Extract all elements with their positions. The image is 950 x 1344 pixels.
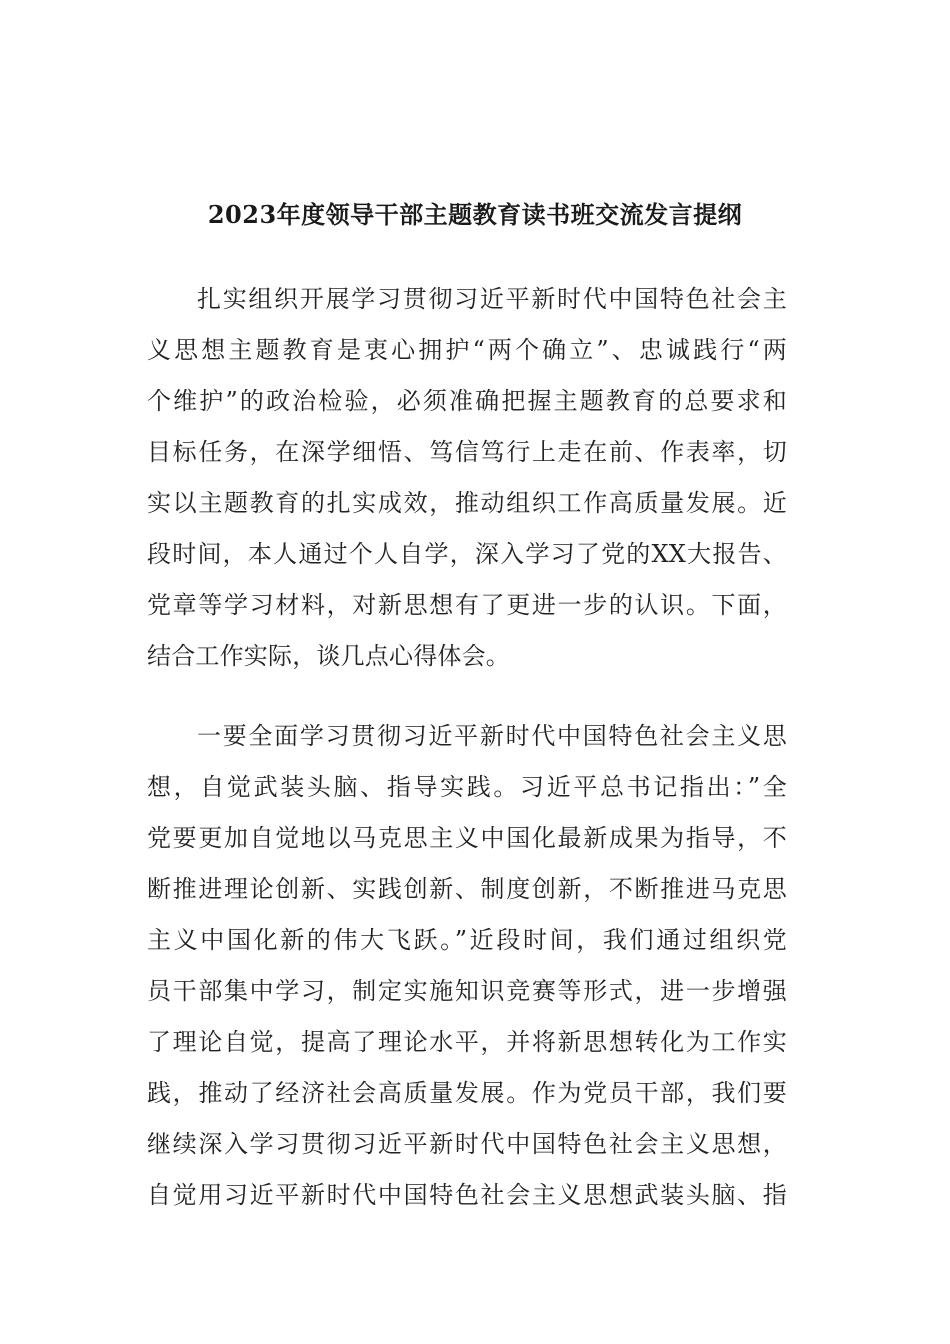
paragraph-line: 了理论自觉，提高了理论水平，并将新思想转化为工作实 <box>147 1028 787 1056</box>
paragraph-line: 自觉用习近平新时代中国特色社会主义思想武装头脑、指 <box>147 1181 787 1209</box>
paragraph-line: 目标任务，在深学细悟、笃信笃行上走在前、作表率，切 <box>147 438 787 466</box>
paragraph-intro <box>147 274 787 682</box>
paragraph-line: 践，推动了经济社会高质量发展。作为党员干部，我们要 <box>147 1079 787 1107</box>
paragraph-line: 党要更加自觉地以马克思主义中国化最新成果为指导，不 <box>147 824 787 852</box>
paragraph-line: 继续深入学习贯彻习近平新时代中国特色社会主义思想， <box>147 1130 787 1158</box>
paragraph-line: 义思想主题教育是衷心拥护“两个确立”、忠诚践行“两 <box>147 336 787 364</box>
paragraph-point-one <box>147 711 787 1221</box>
paragraph-line: 结合工作实际，谈几点心得体会。 <box>147 642 510 670</box>
paragraph-line: 实以主题教育的扎实成效，推动组织工作高质量发展。近 <box>147 489 787 517</box>
paragraph-line: 个维护”的政治检验，必须准确把握主题教育的总要求和 <box>147 387 787 415</box>
paragraph-line: 想，自觉武装头脑、指导实践。习近平总书记指出：”全 <box>147 773 787 801</box>
paragraph-line: 断推进理论创新、实践创新、制度创新，不断推进马克思 <box>147 875 787 903</box>
paragraph-line: 员干部集中学习，制定实施知识竞赛等形式，进一步增强 <box>147 977 787 1005</box>
paragraph-line: 一要全面学习贯彻习近平新时代中国特色社会主义思 <box>197 722 787 750</box>
paragraph-line: 主义中国化新的伟大飞跃。”近段时间，我们通过组织党 <box>147 926 787 954</box>
paragraph-line: 段时间，本人通过个人自学，深入学习了党的XX大报告、 <box>147 540 787 568</box>
paragraph-line: 扎实组织开展学习贯彻习近平新时代中国特色社会主 <box>197 285 787 313</box>
document-title: 2023年度领导干部主题教育读书班交流发言提纲 <box>207 200 743 229</box>
paragraph-line: 党章等学习材料，对新思想有了更进一步的认识。下面， <box>147 591 787 619</box>
